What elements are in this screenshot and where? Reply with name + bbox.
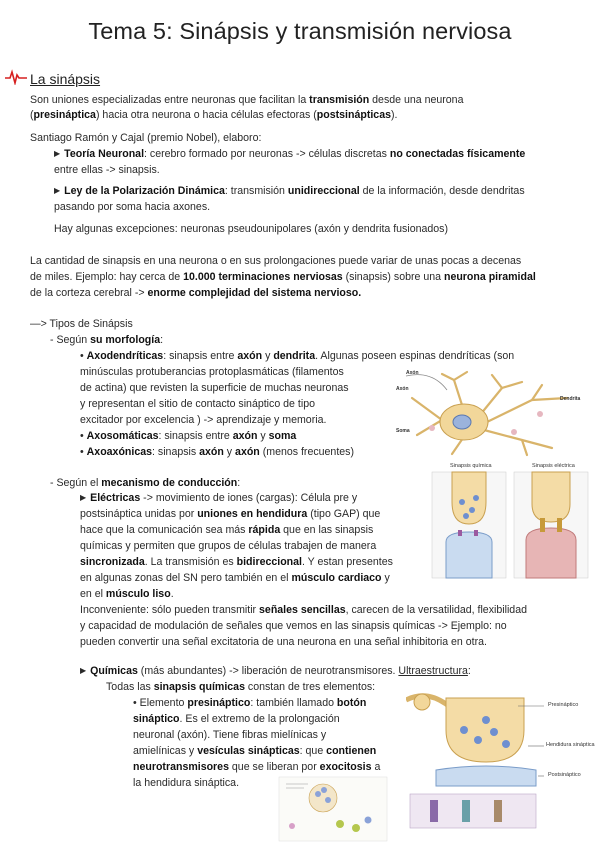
chemical-line-2: Todas las sinapsis químicas constan de tres elementos: <box>106 681 376 693</box>
inconvenient-line-1: Inconveniente: sólo pueden transmitir señales sencillas, carecen de la versatilidad, flexibilidad <box>80 604 527 616</box>
inconvenient-line-3: pueden convertir una señal excitatoria de una neurona en una señal inhibitoria en otra. <box>80 636 487 648</box>
electric-line-5: sincronizada. La transmisión es bidireccional. Y estan presentes <box>80 556 393 568</box>
chemical-line-1: ▶ Químicas (más abundantes) -> liberación de neurotransmisores. Ultraestructura: <box>80 665 471 677</box>
axodendritic-line-3: de actina) que revisten la superficie de muchas neuronas <box>80 382 349 394</box>
theory-neuronal-cont: entre ellas -> sinapsis. <box>54 164 160 176</box>
axosomatic-line: • Axosomáticas: sinapsis entre axón y soma <box>80 430 297 442</box>
axodendritic-line-1: • Axodendríticas: sinapsis entre axón y dendrita. Algunas poseen espinas dendríticas (son <box>80 350 515 362</box>
triangle-bullet-icon: ▶ <box>80 493 87 502</box>
section-heading: La sinápsis <box>30 71 101 87</box>
electric-line-1: ▶ Eléctricas -> movimiento de iones (cargas): Célula pre y <box>80 492 358 504</box>
triangle-bullet-icon: ▶ <box>54 186 61 195</box>
presynaptic-line-3: neuronal (axón). Tiene fibras mielínicas y <box>133 729 327 741</box>
cajal-intro: Santiago Ramón y Cajal (premio Nobel), elaboro: <box>30 132 262 144</box>
electric-line-7: en el músculo liso. <box>80 588 174 600</box>
types-heading: —> Tipos de Sinápsis <box>30 318 133 330</box>
theory-neuronal: ▶ Teoría Neuronal: cerebro formado por neuronas -> células discretas no conectadas físicamente <box>54 148 526 160</box>
electric-line-2: postsináptica unidas por uniones en hendidura (tipo GAP) que <box>80 508 381 520</box>
label-presynaptic: Presináptico <box>548 702 579 708</box>
label-chemical-synapse: Sinapsis química <box>450 463 492 469</box>
law-polarization: ▶ Ley de la Polarización Dinámica: transmisión unidireccional de la información, desde dendritas <box>54 185 525 197</box>
ultrastructure-figure <box>406 690 598 830</box>
label-soma: Soma <box>396 428 410 434</box>
inconvenient-line-2: y capacidad de modulación de señales que vemos en las sinapsis químicas -> Ejemplo: no <box>80 620 507 632</box>
axodendritic-line-2: minúsculas protuberancias protoplasmáticas (filamentos <box>80 366 344 378</box>
axodendritic-line-4: y representan el sitio de contacto sináptico de tipo <box>80 398 315 410</box>
label-axon-2: Axón <box>396 386 409 392</box>
morphology-heading: - Según su morfología: <box>50 334 164 346</box>
label-postsynaptic: Postsináptico <box>548 772 581 778</box>
electric-line-4: químicas y permiten que grupos de células trabajen de manera <box>80 540 377 552</box>
count-line-1: La cantidad de sinapsis en una neurona o en sus prolongaciones puede variar de unas pocas a decenas <box>30 255 522 267</box>
electric-line-6: en algunas zonas del SN pero también en el músculo cardiaco y <box>80 572 390 584</box>
presynaptic-line-6: la hendidura sináptica. <box>133 777 240 789</box>
presynaptic-line-2: sináptico. Es el extremo de la prolongación <box>133 713 340 725</box>
page-title: Tema 5: Sinápsis y transmisión nerviosa <box>88 18 512 44</box>
heartbeat-icon <box>5 69 27 85</box>
neuron-figure <box>392 370 592 458</box>
triangle-bullet-icon: ▶ <box>54 149 61 158</box>
label-synaptic-cleft: Hendidura sináptica <box>546 742 595 748</box>
presynaptic-line-1: • Elemento presináptico: también llamado botón <box>133 697 367 709</box>
label-axon: Axón <box>406 370 419 376</box>
count-line-3: de la corteza cerebral -> enorme complejidad del sistema nervioso. <box>30 287 362 299</box>
exceptions-note: Hay algunas excepciones: neuronas pseudounipolares (axón y dendrita fusionados) <box>54 223 448 235</box>
axodendritic-line-5: excitador por excelencia ) -> aprendizaje y memoria. <box>80 414 327 426</box>
triangle-bullet-icon: ▶ <box>80 666 87 675</box>
presynaptic-line-4: amielínicas y vesículas sinápticas: que contienen <box>133 745 377 757</box>
electric-line-3: hace que la comunicación sea más rápida que en las sinapsis <box>80 524 374 536</box>
axoaxonic-line: • Axoaxónicas: sinapsis axón y axón (menos frecuentes) <box>80 446 354 458</box>
intro-line-1: Son uniones especializadas entre neuronas que facilitan la transmisión desde una neurona <box>30 94 464 106</box>
mechanism-heading: - Según el mecanismo de conducción: <box>50 477 241 489</box>
intro-line-2: (presináptica) hacia otra neurona o hacia células efectoras (postsinápticas). <box>30 109 398 121</box>
law-polarization-cont: pasando por soma hacia axones. <box>54 201 211 213</box>
label-dendrita: Dendrita <box>560 396 581 402</box>
count-line-2: de miles. Ejemplo: hay cerca de 10.000 terminaciones nerviosas (sinapsis) sobre una neurona piramidal <box>30 271 536 283</box>
synapse-types-figure <box>428 462 592 582</box>
presynaptic-line-5: neurotransmisores que se liberan por exocitosis a <box>133 761 381 773</box>
vesicle-diagram <box>278 776 388 842</box>
label-electrical-synapse: Sinapsis eléctrica <box>532 463 575 469</box>
